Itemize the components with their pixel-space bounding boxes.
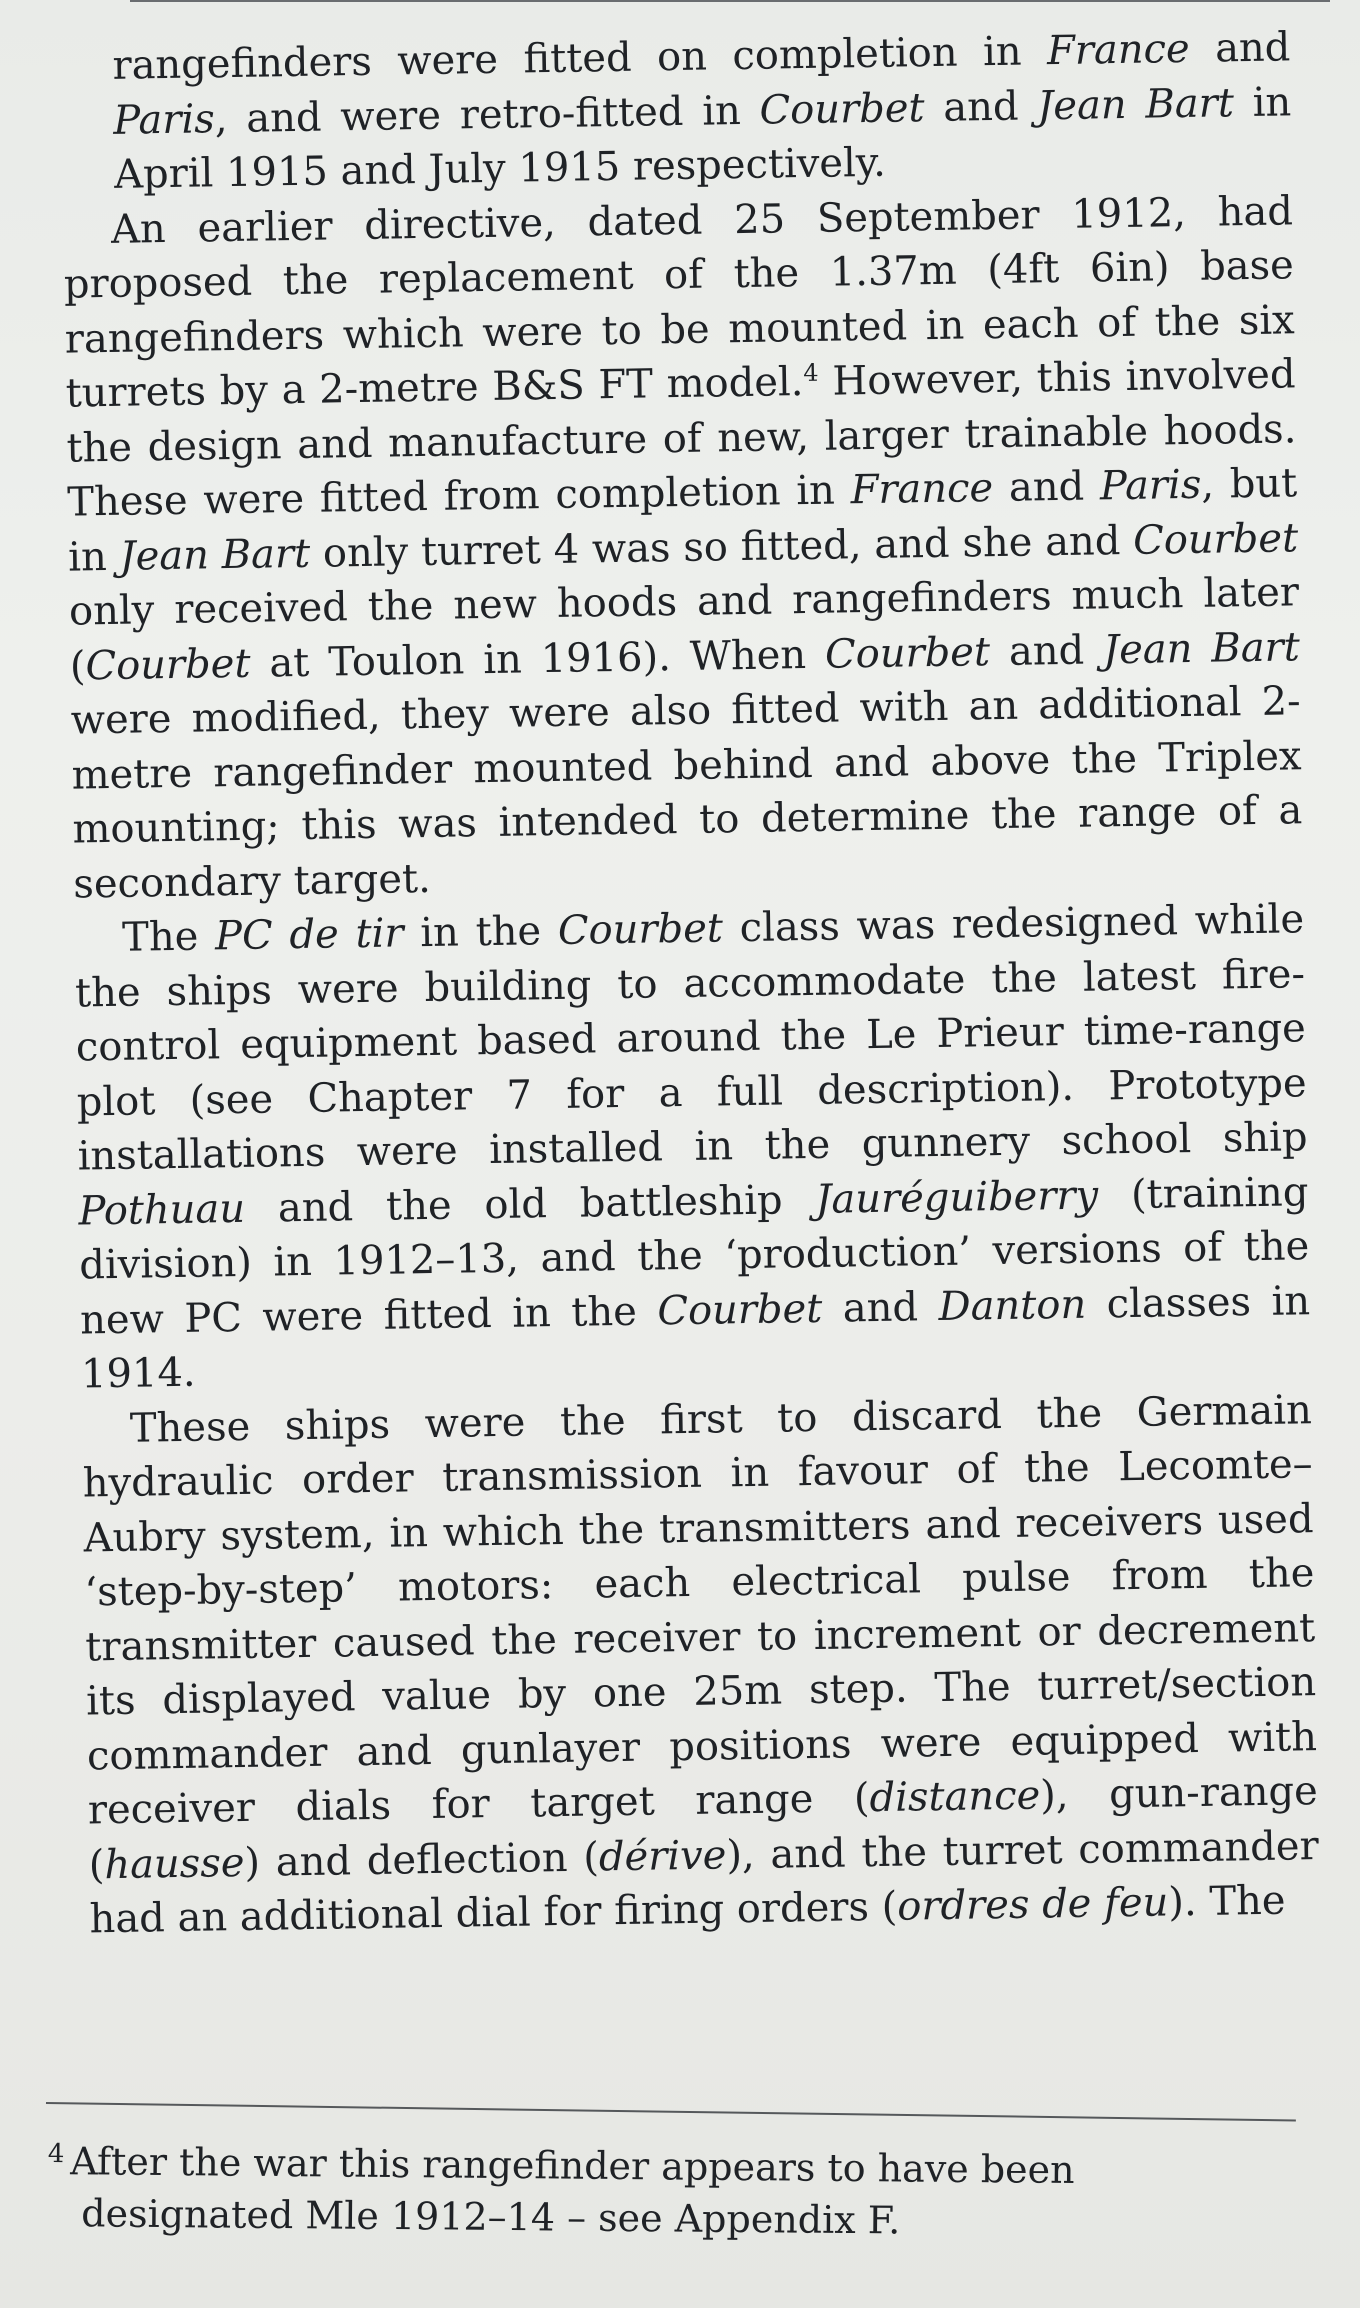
paragraph-rangefinder-directive: [63, 184, 1304, 912]
italic-term: Jean Bart: [1102, 623, 1301, 673]
italic-term: dérive: [598, 1831, 727, 1880]
italic-term: Courbet: [824, 628, 991, 678]
paragraph-pc-de-tir: [74, 892, 1312, 1402]
italic-term: Danton: [938, 1281, 1087, 1330]
italic-term: Courbet: [85, 640, 251, 689]
text-run: and: [989, 626, 1104, 675]
italic-term: Jean Bart: [1036, 79, 1235, 129]
text-run: rangefinders were fitted on completion in: [112, 28, 1048, 89]
text-run: , and were retro-fitted in: [214, 87, 760, 142]
text-run: , but in: [67, 460, 1298, 581]
text-run: ). The: [1167, 1877, 1286, 1926]
italic-term: France: [1046, 25, 1191, 75]
text-run: were modified, they were also fitted with an additional 2-metre rangefinder mounted behind and above the Triplex mounting; this was intended to determine the range of a secondary target.: [70, 678, 1303, 908]
text-run: and: [992, 463, 1101, 512]
text-run: ) and deflection (: [244, 1833, 600, 1886]
footnote-marker: 4: [803, 358, 819, 388]
text-run: and: [821, 1283, 939, 1332]
footnote-line-2: designated Mle 1912–14 – see Appendix F.: [81, 2191, 901, 2243]
text-run: and: [924, 82, 1038, 131]
text-run: and the old battleship: [244, 1176, 816, 1232]
italic-term: Paris: [112, 95, 216, 144]
text-run: However, this involved the design and manufacture of new, larger trainable hoods. These were fitted from completion in: [66, 351, 1297, 526]
text-run: ), and the turret commander had an additional dial for firing orders (: [89, 1822, 1319, 1943]
italic-term: hausse: [103, 1839, 245, 1888]
text-run: (training division) in 1912–13, and the ‘production’ versions of the new PC were fitted in the: [78, 1168, 1310, 1343]
text-run: at Toulon in 1916). When: [250, 631, 826, 687]
text-run: classes in 1914.: [80, 1277, 1311, 1398]
italic-term: Courbet: [1132, 514, 1299, 564]
italic-term: distance: [869, 1772, 1041, 1822]
italic-term: Jauréguiberry: [815, 1172, 1099, 1223]
italic-term: Jean Bart: [119, 530, 311, 580]
italic-term: Courbet: [759, 84, 925, 134]
italic-term: ordres de feu: [896, 1879, 1169, 1930]
text-run: and: [1189, 24, 1291, 72]
italic-term: Paris: [1099, 461, 1202, 510]
italic-term: Pothuau: [78, 1185, 246, 1235]
text-run: These ships were the first to discard the Germain hydraulic order transmission in favour of the Lecomte–Aubry system, in which the transmitters and receivers used ‘step-by-step’ motors: each electrical pulse from the transmitter caused the receiver to increment or decrement its displayed value by one 25m step. The turret/section commander and gunlayer positions were equipped with receiver dials for target range (: [82, 1386, 1318, 1834]
footnote-text-1: After the war this rangefinder appears to have been: [70, 2139, 1075, 2192]
italic-term: Courbet: [657, 1285, 823, 1334]
text-run: only turret 4 was so fitted, and she and: [309, 517, 1134, 577]
body-text: [60, 20, 1320, 1947]
footnote: [47, 2128, 1248, 2249]
footnote-rule: [46, 2102, 1296, 2121]
footnote-line-1: [47, 2128, 1247, 2197]
text-run: in April 1915 and July 1915 respectively.: [113, 78, 1292, 198]
text-run: only received the new hoods and rangefinders much later (: [68, 569, 1300, 690]
text-run: The: [121, 913, 216, 961]
paragraph-order-transmission: [81, 1383, 1319, 1947]
italic-term: France: [850, 465, 994, 514]
footnote-number: 4: [47, 2138, 65, 2170]
italic-term: PC de tir: [214, 910, 404, 960]
text-run: in the: [403, 907, 559, 957]
text-run: ), gun-range (: [88, 1768, 1319, 1888]
text-run: An earlier directive, dated 25 September 1912, had proposed the replacement of the 1.37m (4ft 6in) base rangefinders which were to be mounted in each of the six turrets by a 2-metre B&S FT model.: [63, 187, 1295, 417]
top-rule: [130, 0, 1330, 2]
text-run: class was redesigned while the ships were building to accommodate the latest fire-control equipment based around the Le Prieur time-range plot (see Chapter 7 for a full description). Prototype installations were installed in the gunnery school ship: [74, 896, 1308, 1180]
paragraph-continuation: [60, 20, 1292, 203]
italic-term: Courbet: [557, 905, 724, 954]
